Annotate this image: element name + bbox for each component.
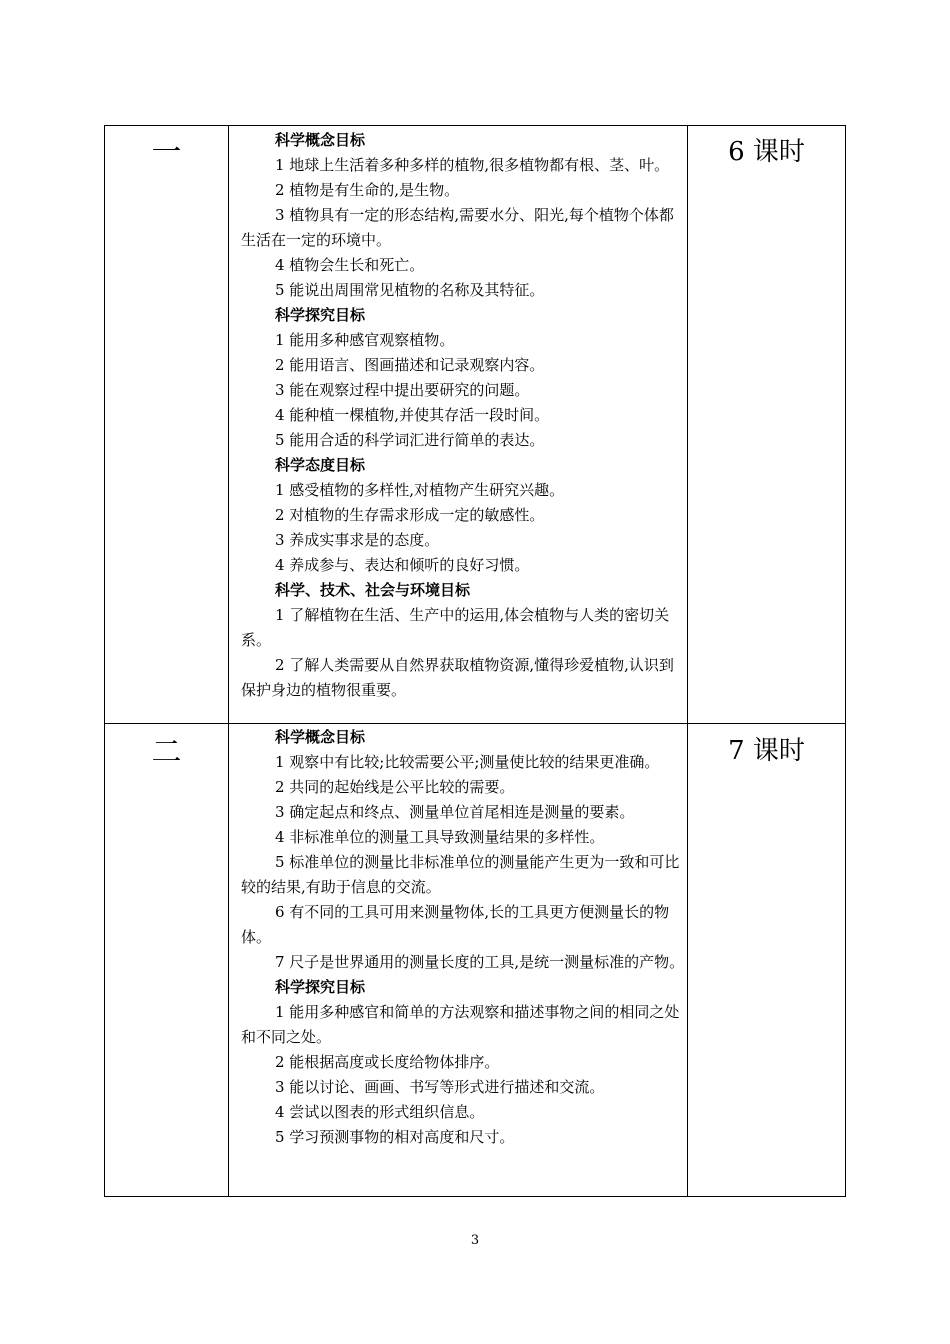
objective-item: 4 尝试以图表的形式组织信息。: [275, 1103, 485, 1121]
objective-item: 3 能以讨论、画画、书写等形式进行描述和交流。: [275, 1078, 605, 1096]
objective-item: 5 学习预测事物的相对高度和尺寸。: [275, 1128, 515, 1146]
objective-item: 4 能种植一棵植物,并使其存活一段时间。: [275, 406, 550, 424]
objective-item: 1 了解植物在生活、生产中的运用,体会植物与人类的密切关系。: [241, 606, 670, 649]
objective-item: 2 对植物的生存需求形成一定的敏感性。: [275, 506, 545, 524]
objective-item: 3 能在观察过程中提出要研究的问题。: [275, 381, 530, 399]
section-heading: 科学探究目标: [275, 306, 366, 324]
column-divider: [228, 126, 229, 1196]
objective-item: 2 共同的起始线是公平比较的需要。: [275, 778, 515, 796]
unit-number: 一: [151, 135, 182, 170]
objective-item: 3 养成实事求是的态度。: [275, 531, 440, 549]
objective-item: 6 有不同的工具可用来测量物体,长的工具更方便测量长的物体。: [241, 903, 670, 946]
column-divider: [687, 126, 688, 1196]
objective-item: 1 能用多种感官和简单的方法观察和描述事物之间的相同之处和不同之处。: [241, 1003, 680, 1046]
objective-item: 1 感受植物的多样性,对植物产生研究兴趣。: [275, 481, 565, 499]
unit-number: 二: [151, 735, 182, 770]
page-number: 3: [470, 1233, 480, 1248]
objective-item: 4 非标准单位的测量工具导致测量结果的多样性。: [275, 828, 605, 846]
objectives-cell: [241, 725, 685, 1150]
objective-item: 4 植物会生长和死亡。: [275, 256, 425, 274]
objective-item: 1 地球上生活着多种多样的植物,很多植物都有根、茎、叶。: [275, 156, 670, 174]
objective-item: 1 观察中有比较;比较需要公平;测量使比较的结果更准确。: [275, 753, 660, 771]
section-heading: 科学探究目标: [275, 978, 366, 996]
row-divider: [105, 723, 845, 724]
objective-item: 2 植物是有生命的,是生物。: [275, 181, 460, 199]
lesson-hours: 6 课时: [728, 137, 805, 167]
lesson-hours: 7 课时: [728, 736, 805, 766]
objective-item: 2 能用语言、图画描述和记录观察内容。: [275, 356, 545, 374]
section-heading: 科学概念目标: [275, 131, 366, 149]
objective-item: 5 标准单位的测量比非标准单位的测量能产生更为一致和可比较的结果,有助于信息的交流。: [241, 853, 680, 896]
section-heading: 科学概念目标: [275, 728, 366, 746]
section-heading: 科学、技术、社会与环境目标: [275, 581, 471, 599]
objective-item: 4 养成参与、表达和倾听的良好习惯。: [275, 556, 530, 574]
objective-item: 2 了解人类需要从自然界获取植物资源,懂得珍爱植物,认识到保护身边的植物很重要。: [241, 656, 674, 699]
objectives-cell: [241, 128, 685, 703]
plan-table: [104, 125, 846, 1197]
objective-item: 7 尺子是世界通用的测量长度的工具,是统一测量标准的产物。: [275, 953, 685, 971]
objective-item: 1 能用多种感官观察植物。: [275, 331, 455, 349]
objective-item: 2 能根据高度或长度给物体排序。: [275, 1053, 500, 1071]
section-heading: 科学态度目标: [275, 456, 366, 474]
objective-item: 5 能说出周围常见植物的名称及其特征。: [275, 281, 545, 299]
objective-item: 3 植物具有一定的形态结构,需要水分、阳光,每个植物个体都生活在一定的环境中。: [241, 206, 674, 249]
objective-item: 5 能用合适的科学词汇进行简单的表达。: [275, 431, 545, 449]
objective-item: 3 确定起点和终点、测量单位首尾相连是测量的要素。: [275, 803, 635, 821]
